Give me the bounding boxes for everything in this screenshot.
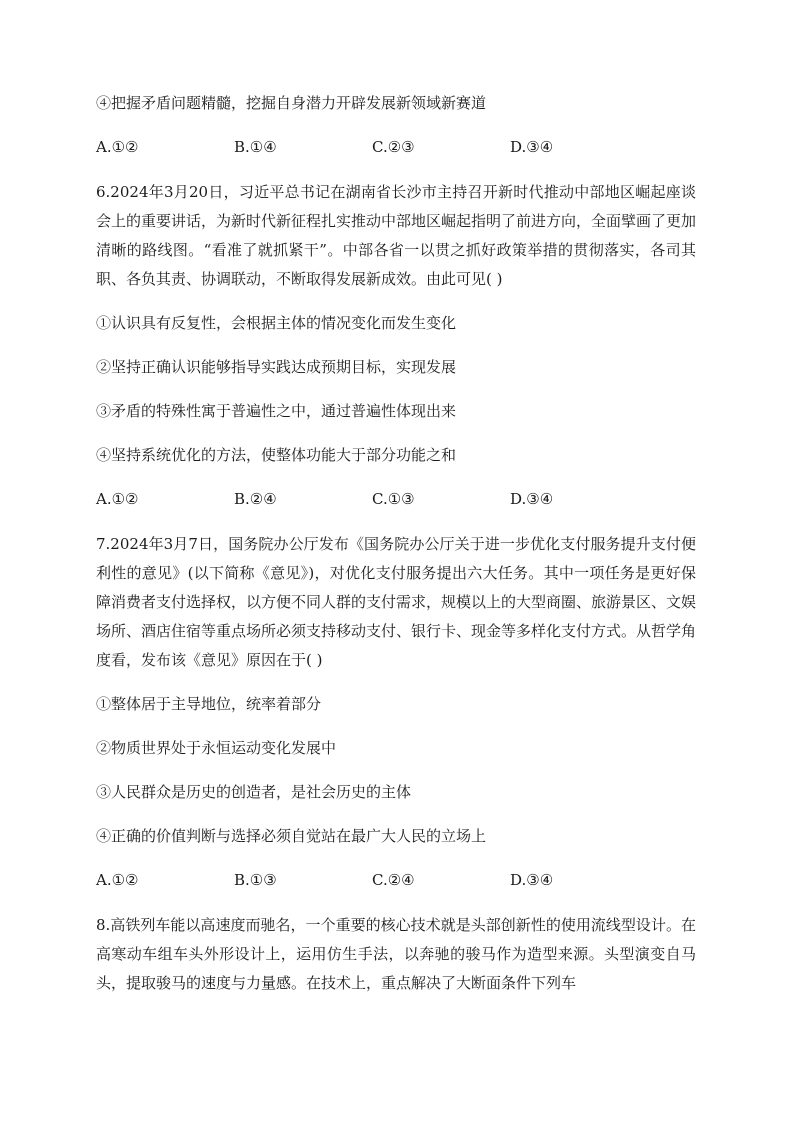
choice-b: B.②④ <box>234 490 277 508</box>
choice-a: A.①② <box>96 490 139 508</box>
q6-choices <box>96 484 696 514</box>
question-8 <box>96 911 696 998</box>
q7-option-3: ③人民群众是历史的创造者，是社会历史的主体 <box>96 783 412 801</box>
q7-option-1: ①整体居于主导地位，统率着部分 <box>96 695 322 713</box>
choice-c: C.②④ <box>372 871 415 889</box>
choice-d: D.③④ <box>510 138 554 156</box>
q7-choices <box>96 865 696 895</box>
q6-option-3: ③矛盾的特殊性寓于普遍性之中，通过普遍性体现出来 <box>96 402 457 420</box>
q5-choices <box>96 132 696 162</box>
q7-option-4: ④正确的价值判断与选择必须自觉站在最广大人民的立场上 <box>96 827 487 845</box>
choice-d: D.③④ <box>510 490 554 508</box>
choice-c: C.①③ <box>372 490 415 508</box>
choice-b: B.①④ <box>234 138 277 156</box>
question-7 <box>96 530 696 895</box>
choice-a: A.①② <box>96 871 139 889</box>
choice-b: B.①③ <box>234 871 277 889</box>
q6-option-4: ④坚持系统优化的方法，使整体功能大于部分功能之和 <box>96 446 457 464</box>
document-page <box>96 88 696 998</box>
q6-option-1: ①认识具有反复性，会根据主体的情况变化而发生变化 <box>96 314 457 332</box>
q8-stem: 8.高铁列车能以高速度而驰名，一个重要的核心技术就是头部创新性的使用流线型设计。在高寒动车组车头外形设计上，运用仿生手法，以奔驰的骏马作为造型来源。头型演变自马头，提取骏马的速度与力量感。在技术上，重点解决了大断面条件下列车 <box>96 916 696 992</box>
q6-stem: 6.2024年3月20日，习近平总书记在湖南省长沙市主持召开新时代推动中部地区崛起座谈会上的重要讲话，为新时代新征程扎实推动中部地区崛起指明了前进方向，全面擘画了更加清晰的路线图。“看准了就抓紧干”。中部各省一以贯之抓好政策举措的贯彻落实，各司其职、各负其责、协调联动，不断取得发展新成效。由此可见( ) <box>96 183 697 288</box>
choice-a: A.①② <box>96 138 139 156</box>
choice-d: D.③④ <box>510 871 554 889</box>
choice-c: C.②③ <box>372 138 415 156</box>
q5-option-4: ④把握矛盾问题精髓，挖掘自身潜力开辟发展新领域新赛道 <box>96 94 487 112</box>
q7-option-2: ②物质世界处于永恒运动变化发展中 <box>96 739 337 757</box>
q6-option-2: ②坚持正确认识能够指导实践达成预期目标，实现发展 <box>96 358 457 376</box>
question-6 <box>96 178 696 514</box>
q7-stem: 7.2024年3月7日，国务院办公厅发布《国务院办公厅关于进一步优化支付服务提升支付便利性的意见》(以下简称《意见》)，对优化支付服务提出六大任务。其中一项任务是更好保障消费者支付选择权，以方便不同人群的支付需求，规模以上的大型商圈、旅游景区、文娱场所、酒店住宿等重点场所必须支持移动支付、银行卡、现金等多样化支付方式。从哲学角度看，发布该《意见》原因在于( ) <box>96 535 697 669</box>
